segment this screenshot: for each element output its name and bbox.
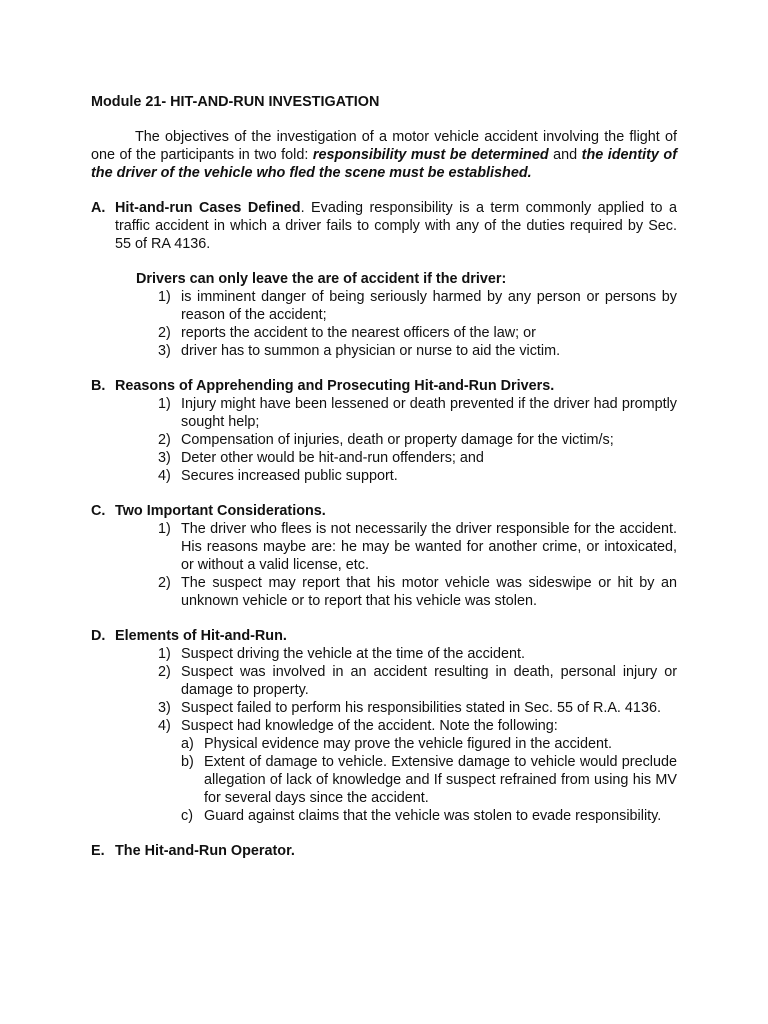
list-text: Secures increased public support. [181, 468, 398, 484]
list-number: 1) [158, 289, 171, 305]
sublist-text: Extent of damage to vehicle. Extensive damage to vehicle would preclude allegation of lack of knowledge and If suspect refrained from using his MV for several days since the accident. [204, 754, 677, 806]
section-a-list [91, 288, 677, 360]
list-text: Deter other would be hit-and-run offenders; and [181, 450, 484, 466]
list-item [91, 342, 677, 360]
list-number: 1) [158, 646, 171, 662]
list-number: 2) [158, 664, 171, 680]
list-text: The suspect may report that his motor vehicle was sideswipe or hit by an unknown vehicle or to report that his vehicle was stolen. [181, 575, 677, 609]
list-text: reports the accident to the nearest officers of the law; or [181, 325, 536, 341]
sublist-item [181, 753, 677, 807]
list-text: is imminent danger of being seriously harmed by any person or persons by reason of the accident; [181, 289, 677, 323]
list-item [91, 395, 677, 431]
list-item [91, 663, 677, 699]
sublist-letter: c) [181, 808, 193, 824]
section-a-subheading: Drivers can only leave the are of accident if the driver: [136, 271, 507, 287]
list-item [91, 288, 677, 324]
list-item [91, 699, 677, 717]
section-a-paragraph [91, 199, 677, 253]
section-b-list [91, 395, 677, 485]
section-c-heading [91, 502, 677, 520]
section-e-letter: E. [91, 843, 105, 859]
intro-emphasis-responsibility: responsibility must be determined [312, 147, 549, 163]
section-d-letter: D. [91, 628, 106, 644]
section-d-heading [91, 627, 677, 645]
intro-paragraph [91, 128, 677, 182]
section-a-heading: Hit-and-run Cases Defined [115, 200, 301, 216]
sublist-item [181, 807, 677, 825]
sublist-text: Guard against claims that the vehicle was stolen to evade responsibility. [204, 808, 662, 824]
list-item [91, 467, 677, 485]
list-text: Suspect failed to perform his responsibilities stated in Sec. 55 of R.A. 4136. [181, 700, 661, 716]
section-c-heading-text: Two Important Considerations. [115, 503, 326, 519]
section-b-heading [91, 377, 677, 395]
intro-text-and: and [548, 147, 582, 163]
module-title: Module 21- HIT-AND-RUN INVESTIGATION [91, 94, 380, 110]
intro-emphasis-identity: the identity of the driver of the vehicle who fled the scene must be established. [91, 147, 677, 181]
section-d-heading-text: Elements of Hit-and-Run. [115, 628, 287, 644]
list-item [91, 717, 677, 825]
list-text: driver has to summon a physician or nurse to aid the victim. [181, 343, 561, 359]
list-number: 3) [158, 700, 171, 716]
list-text: Suspect was involved in an accident resulting in death, personal injury or damage to property. [181, 664, 677, 698]
section-d-list [91, 645, 677, 825]
section-a-text: . Evading responsibility is a term commonly applied to a traffic accident in which a driver fails to comply with any of the duties required by Sec. 55 of RA 4136. [115, 200, 677, 252]
list-number: 3) [158, 343, 171, 359]
section-e-heading [91, 842, 677, 860]
list-item [91, 431, 677, 449]
list-text: The driver who flees is not necessarily the driver responsible for the accident. His reasons maybe are: he may be wanted for another crime, or intoxicated, or without a valid license, etc. [181, 521, 677, 573]
sublist-letter: b) [181, 754, 194, 770]
list-text: Compensation of injuries, death or property damage for the victim/s; [181, 432, 614, 448]
section-a-letter: A. [91, 200, 106, 216]
section-d-sublist [181, 735, 677, 825]
sublist-letter: a) [181, 736, 194, 752]
list-item [91, 645, 677, 663]
list-item [91, 449, 677, 467]
list-item [91, 324, 677, 342]
list-number: 4) [158, 468, 171, 484]
document-body [91, 93, 677, 860]
section-b-letter: B. [91, 378, 106, 394]
list-text: Injury might have been lessened or death prevented if the driver had promptly sought help; [181, 396, 677, 430]
list-text: Suspect driving the vehicle at the time of the accident. [181, 646, 525, 662]
list-number: 2) [158, 432, 171, 448]
list-number: 1) [158, 396, 171, 412]
intro-text: The objectives of the investigation of a motor vehicle accident involving the flight of one of the participants in two fold: [91, 129, 677, 163]
sublist-text: Physical evidence may prove the vehicle figured in the accident. [204, 736, 612, 752]
section-c-letter: C. [91, 503, 106, 519]
sublist-item [181, 735, 677, 753]
intro-indent [91, 129, 135, 145]
section-e-heading-text: The Hit-and-Run Operator. [115, 843, 295, 859]
list-item [91, 520, 677, 574]
list-number: 2) [158, 575, 171, 591]
list-number: 1) [158, 521, 171, 537]
list-number: 2) [158, 325, 171, 341]
section-b-heading-text: Reasons of Apprehending and Prosecuting Hit-and-Run Drivers. [115, 378, 555, 394]
list-text: Suspect had knowledge of the accident. Note the following: [181, 718, 558, 734]
list-number: 4) [158, 718, 171, 734]
list-number: 3) [158, 450, 171, 466]
section-c-list [91, 520, 677, 610]
list-item [91, 574, 677, 610]
